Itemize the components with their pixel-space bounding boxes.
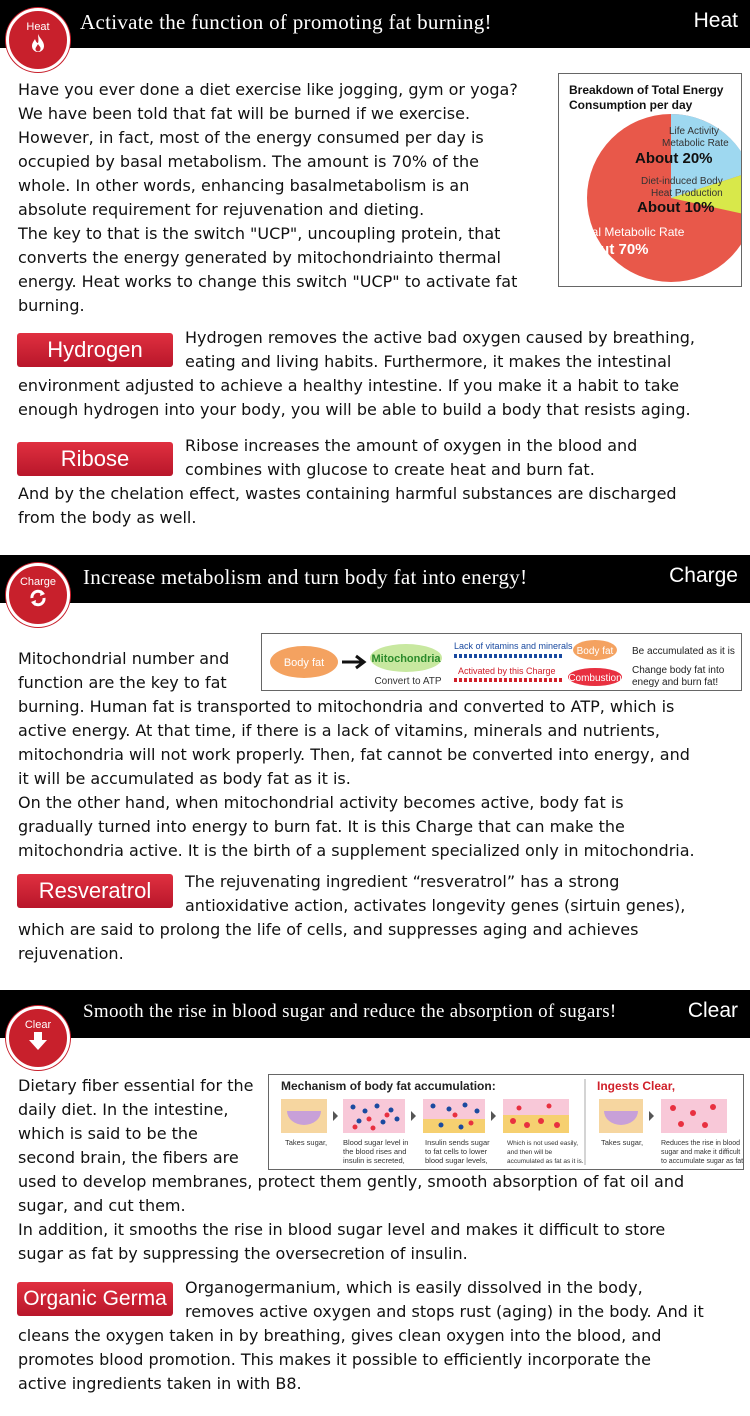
svg-text:to accumulate sugar as fat.: to accumulate sugar as fat. xyxy=(661,1158,743,1165)
svg-text:About 70%: About 70% xyxy=(571,241,649,258)
heat-badge-label: Heat xyxy=(26,21,50,33)
svg-text:Heat Production: Heat Production xyxy=(651,188,723,199)
svg-text:Blood sugar level in: Blood sugar level in xyxy=(343,1138,409,1147)
ribose-tag: Ribose xyxy=(17,442,173,476)
svg-text:Ingests Clear,: Ingests Clear, xyxy=(597,1079,676,1093)
charge-badge xyxy=(6,563,70,627)
svg-text:About 10%: About 10% xyxy=(637,199,715,216)
heat-intro-text: Have you ever done a diet exercise like jogging, gym or yoga? We have been told that fat will be burned if we exercise. However, in fact, most of the energy consumed per day is occupied by basal metabolism. The amount is 70% of the whole. In other words, enhancing basalmetabolism is an absolute requirement for rejuvenation and dieting. The key to that is the switch "UCP", uncoupling protein, that converts the energy generated by mitochondriainto thermal energy. Heat works to change this switch "UCP" to activate fat burning. xyxy=(18,80,518,315)
heat-banner-title: Activate the function of promoting fat burning! xyxy=(80,10,492,34)
svg-text:Combustion: Combustion xyxy=(568,673,622,684)
svg-text:Lack of vitamins and minerals: Lack of vitamins and minerals xyxy=(454,641,573,651)
svg-text:Takes sugar,: Takes sugar, xyxy=(285,1138,328,1147)
organic-germa-tag: Organic Germa xyxy=(17,1282,173,1316)
refresh-icon xyxy=(9,588,67,613)
svg-text:Convert to ATP: Convert to ATP xyxy=(374,676,442,687)
svg-text:insulin is secreted,: insulin is secreted, xyxy=(343,1156,405,1165)
charge-badge-label: Charge xyxy=(19,576,57,588)
charge-banner xyxy=(0,555,750,603)
svg-text:Insulin sends sugar: Insulin sends sugar xyxy=(425,1138,490,1147)
resveratrol-text: The rejuvenating ingredient “resveratrol” has a strong antioxidative action, activates longevity genes (sirtuin genes), which are said to prolong the life of cells, and suppresses aging and achieves rejuvenation. xyxy=(18,872,686,963)
heat-banner xyxy=(0,0,750,48)
svg-text:Basal Metabolic Rate: Basal Metabolic Rate xyxy=(571,225,685,239)
hydrogen-tag: Hydrogen xyxy=(17,333,173,367)
svg-text:enegy and burn fat!: enegy and burn fat! xyxy=(632,677,719,688)
svg-text:blood sugar levels,: blood sugar levels, xyxy=(425,1156,488,1165)
chart-title-1: Breakdown of Total Energy xyxy=(569,83,724,97)
clear-badge-label: Clear xyxy=(24,1019,52,1031)
charge-banner-label: Charge xyxy=(669,564,738,587)
clear-banner xyxy=(0,990,750,1038)
svg-text:Be accumulated as it is: Be accumulated as it is xyxy=(632,646,735,657)
svg-text:Reduces the rise in blood: Reduces the rise in blood xyxy=(661,1140,740,1147)
organic-germa-text: Organogermanium, which is easily dissolved in the body, removes active oxygen and stops rust (aging) in the body. And it cleans the oxygen taken in by breathing, gives clean oxygen into the blood, and promotes blood promotion. This makes it possible to efficiently incorporate the active ingredients taken in with B8. xyxy=(18,1278,704,1393)
svg-text:Mechanism of body fat accumula: Mechanism of body fat accumulation: xyxy=(281,1079,496,1093)
svg-text:About 20%: About 20% xyxy=(635,150,713,167)
svg-text:and then will be: and then will be xyxy=(507,1149,553,1156)
heat-badge xyxy=(6,8,70,72)
charge-intro-text: Mitochondrial number and function are the key to fat burning. Human fat is transported to mitochondria and converted to ATP, which is active energy. At that time, if there is a lack of vitamins, minerals and nutrients, mitochondria will not work properly. Then, fat cannot be converted into energy, and it will be accumulated as body fat as it is. On the other hand, when mitochondrial activity becomes active, body fat is gradually turned into energy to burn fat. It is this Charge that can make the mitochondria active. It is the birth of a supplement specialized only in mitochondria. xyxy=(18,649,695,860)
down-arrow-icon xyxy=(9,1031,67,1056)
flame-icon xyxy=(9,33,67,58)
svg-text:Change body fat into: Change body fat into xyxy=(632,665,725,676)
clear-banner-label: Clear xyxy=(687,999,738,1022)
clear-banner-title: Smooth the rise in blood sugar and reduce the absorption of sugars! xyxy=(83,1001,617,1022)
svg-text:sugar and make it difficult: sugar and make it difficult xyxy=(661,1149,741,1156)
ribose-text: Ribose increases the amount of oxygen in the blood and combines with glucose to create heat and burn fat. And by the chelation effect, wastes containing harmful substances are discharged from the body as well. xyxy=(18,436,677,527)
svg-text:Diet-induced Body: Diet-induced Body xyxy=(641,176,723,187)
svg-text:to fat cells to lower: to fat cells to lower xyxy=(425,1147,488,1156)
svg-text:Metabolic Rate: Metabolic Rate xyxy=(662,138,729,149)
svg-text:Body fat: Body fat xyxy=(283,657,325,669)
svg-text:Takes sugar,: Takes sugar, xyxy=(601,1138,644,1147)
clear-badge xyxy=(6,1006,70,1070)
charge-banner-title: Increase metabolism and turn body fat into energy! xyxy=(83,565,528,589)
svg-text:accumulated as fat as it is.: accumulated as fat as it is. xyxy=(507,1158,584,1165)
hydrogen-text: Hydrogen removes the active bad oxygen caused by breathing, eating and living habits. Furthermore, it makes the intestinal environment adjusted to achieve a healthy intestine. If you make it a habit to take enough hydrogen into your body, you will be able to build a body that resists aging. xyxy=(18,328,695,419)
svg-text:Mitochondria: Mitochondria xyxy=(371,653,441,665)
svg-text:Which is not used easily,: Which is not used easily, xyxy=(507,1140,579,1147)
svg-text:the blood rises and: the blood rises and xyxy=(343,1147,407,1156)
svg-text:Life Activity: Life Activity xyxy=(669,126,720,137)
clear-intro-text: Dietary fiber essential for the daily diet. In the intestine, which is said to be the second brain, the fibers are used to develop membranes, protect them gently, smooth absorption of fat oil and sugar, and cut them. In addition, it smooths the rise in blood sugar level and makes it difficult to store sugar as fat by suppressing the oversecretion of insulin. xyxy=(18,1076,685,1263)
svg-text:Body fat: Body fat xyxy=(576,646,614,657)
chart-title-2: Consumption per day xyxy=(569,98,693,112)
heat-banner-label: Heat xyxy=(693,9,738,32)
energy-breakdown-chart xyxy=(558,73,742,287)
resveratrol-tag: Resveratrol xyxy=(17,874,173,908)
svg-text:Activated by this Charge: Activated by this Charge xyxy=(458,666,556,676)
